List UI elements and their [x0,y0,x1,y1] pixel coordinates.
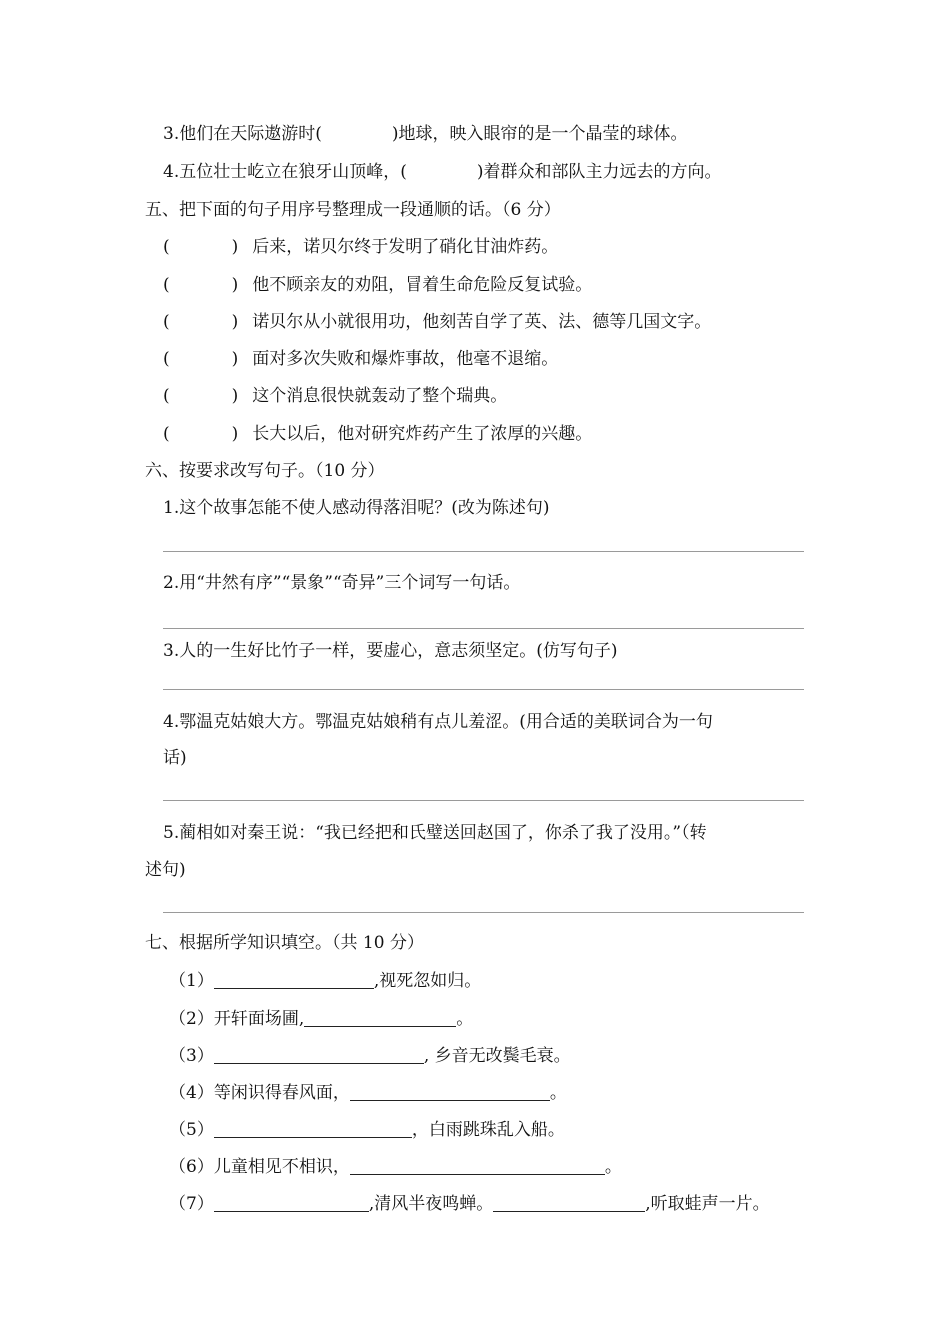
item-number: （6） [169,1157,214,1177]
poem-answer-blank[interactable] [214,1045,424,1064]
rewrite-question-5: 5.蔺相如对秦王说：“我已经把和氏璧送回赵国了，你杀了我了没用。”（转 [163,823,707,843]
section-7-title: 七、根据所学知识填空。（共 10 分） [145,933,424,953]
poem-answer-blank[interactable] [350,1156,605,1175]
item-text: 。 [549,1083,567,1103]
poem-answer-blank[interactable] [350,1082,550,1101]
answer-line[interactable] [163,912,804,913]
close-paren: ) [231,237,239,257]
item-text: ,听取蛙声一片。 [645,1194,770,1214]
poem-item-3 [169,1045,571,1067]
section-5-title: 五、把下面的句子用序号整理成一段通顺的话。（6 分） [145,200,561,220]
item-text: 。 [604,1157,622,1177]
poem-item-6 [169,1156,622,1178]
order-item-text: 面对多次失败和爆炸事故，他毫不退缩。 [252,349,559,369]
poem-item-1 [169,970,481,992]
poem-item-2 [169,1008,473,1030]
open-paren: ( [163,237,170,257]
item-number: （1） [169,971,214,991]
item-text: 开轩面场圃, [213,1009,305,1029]
poem-answer-blank[interactable] [214,1193,369,1212]
poem-item-5 [169,1119,565,1141]
item-number: （2） [169,1009,214,1029]
item-number: （5） [169,1120,214,1140]
open-paren: ( [163,349,170,369]
item-number: （3） [169,1046,214,1066]
open-paren: ( [163,424,170,444]
poem-answer-blank[interactable] [214,1119,412,1138]
rewrite-question-3: 3.人的一生好比竹子一样，要虚心，意志须坚定。(仿写句子) [163,641,618,661]
item-text: ，白雨跳珠乱入船。 [411,1120,565,1140]
rewrite-question-1: 1.这个故事怎能不使人感动得落泪呢？(改为陈述句) [163,498,550,518]
open-paren: ( [163,312,170,332]
item-text: , 乡音无改鬓毛衰。 [423,1046,571,1066]
order-item-text: 诺贝尔从小就很用功，他刻苦自学了英、法、德等几国文字。 [252,312,712,332]
rewrite-question-4-cont: 话) [163,748,187,768]
answer-line[interactable] [163,689,804,690]
poem-answer-blank[interactable] [304,1008,456,1027]
question-text-after: )地球，映入眼帘的是一个晶莹的球体。 [391,124,688,144]
item-text: 等闲识得春风面， [213,1083,350,1103]
close-paren: ) [231,349,239,369]
order-item-2 [163,274,592,296]
poem-answer-blank[interactable] [493,1193,645,1212]
rewrite-question-2: 2.用“井然有序”“景象”“奇异”三个词写一句话。 [163,573,521,593]
open-paren: ( [163,386,170,406]
item-text: 。 [456,1009,474,1029]
question-text-before: 他们在天际遨游时( [179,124,322,144]
section-6-title: 六、按要求改写句子。（10 分） [145,461,385,481]
order-item-text: 后来，诺贝尔终于发明了硝化甘油炸药。 [252,237,559,257]
order-item-text: 这个消息很快就轰动了整个瑞典。 [252,386,508,406]
question-text-before: 五位壮士屹立在狼牙山顶峰，( [179,162,407,182]
fill-question-4 [163,161,722,183]
poem-answer-blank[interactable] [214,970,374,989]
answer-line[interactable] [163,800,804,801]
answer-line[interactable] [163,628,804,629]
close-paren: ) [231,424,239,444]
poem-item-7 [169,1193,770,1215]
open-paren: ( [163,275,170,295]
order-item-text: 长大以后，他对研究炸药产生了浓厚的兴趣。 [252,424,593,444]
rewrite-question-5-cont: 述句) [145,860,186,880]
question-number: 4. [163,162,180,182]
fill-question-3 [163,123,688,145]
item-text: 儿童相见不相识， [213,1157,350,1177]
order-item-1 [163,236,558,258]
rewrite-question-4: 4.鄂温克姑娘大方。鄂温克姑娘稍有点儿羞涩。(用合适的美联词合为一句 [163,712,713,732]
poem-item-4 [169,1082,567,1104]
item-text: ,视死忽如归。 [373,971,482,991]
close-paren: ) [231,275,239,295]
order-item-6 [163,423,592,445]
close-paren: ) [231,386,239,406]
item-number: （7） [169,1194,214,1214]
order-item-text: 他不顾亲友的劝阻，冒着生命危险反复试验。 [252,275,593,295]
question-number: 3. [163,124,180,144]
answer-line[interactable] [163,551,804,552]
order-item-4 [163,348,558,370]
order-item-5 [163,385,507,407]
close-paren: ) [231,312,239,332]
item-text: ,清风半夜鸣蝉。 [368,1194,494,1214]
item-number: （4） [169,1083,214,1103]
order-item-3 [163,311,711,333]
question-text-after: )着群众和部队主力远去的方向。 [476,162,722,182]
